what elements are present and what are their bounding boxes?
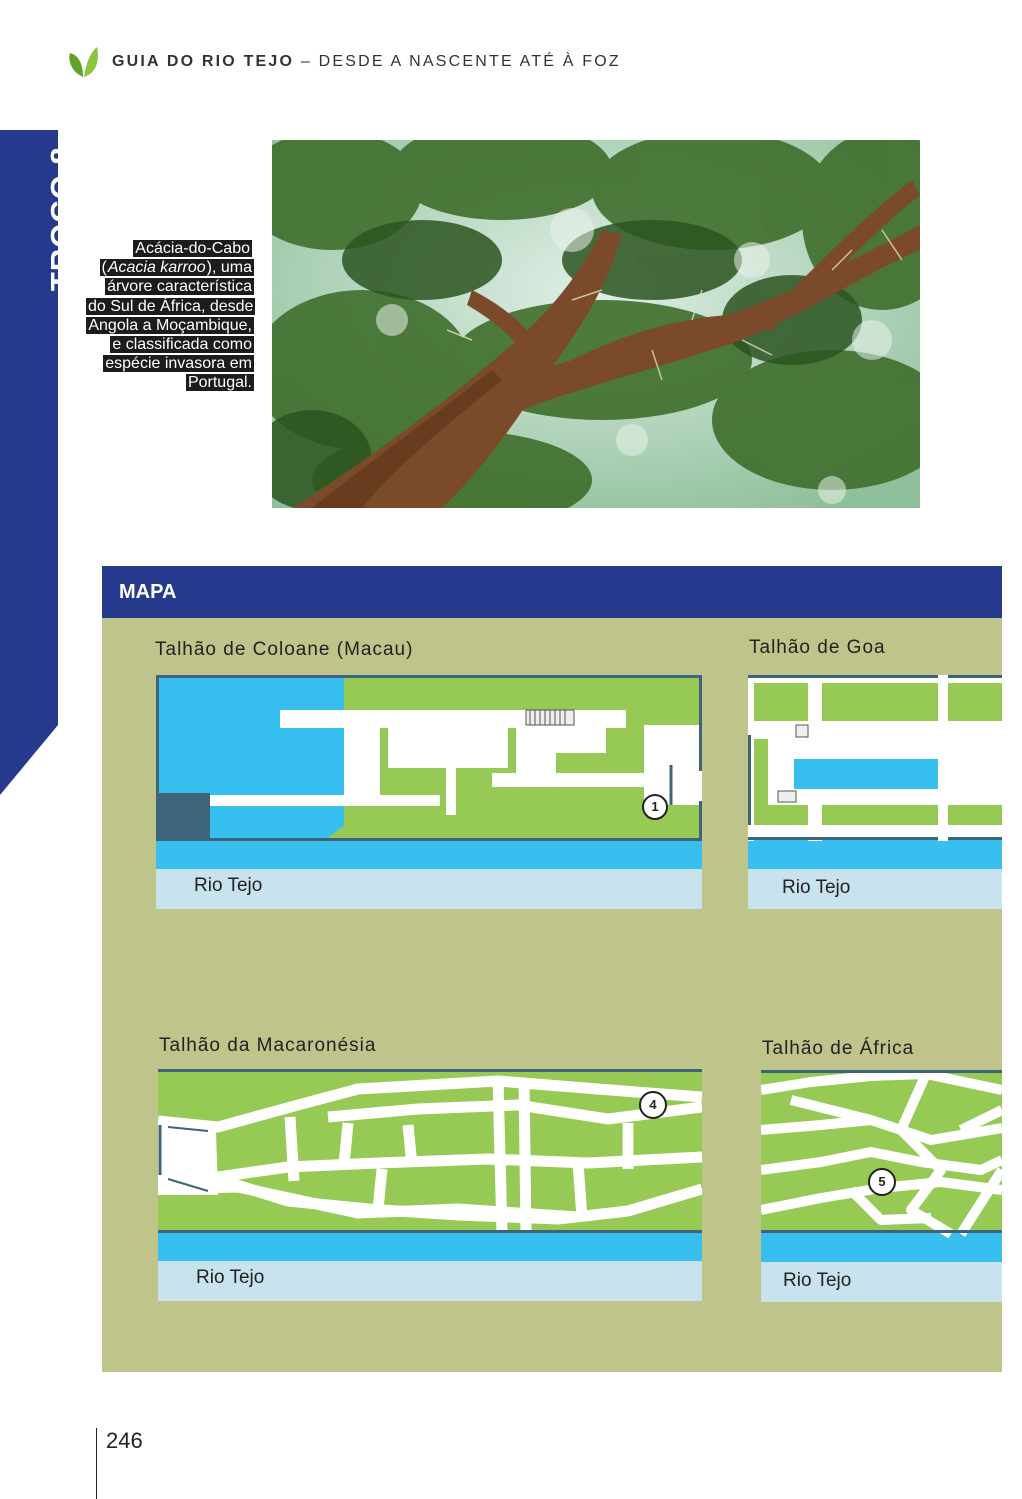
map-heading-bar (102, 566, 1002, 618)
river-label-macaronesia: Rio Tejo (196, 1267, 265, 1288)
plot-africa (761, 1070, 1002, 1302)
map-heading: MAPA (119, 581, 177, 603)
plot-coloane (156, 675, 702, 909)
plot-title-africa: Talhão de África (762, 1038, 915, 1059)
map-panel (102, 566, 1002, 1372)
river-label-goa: Rio Tejo (782, 877, 851, 898)
section-name: CORREDOR VERDE RIBEIRINHO (57, 301, 76, 580)
plot-title-coloane: Talhão de Coloane (Macau) (155, 639, 414, 660)
acacia-photo (272, 140, 920, 508)
plot-title-macaronesia: Talhão da Macaronésia (159, 1035, 377, 1056)
river-label-coloane: Rio Tejo (194, 875, 263, 896)
map-marker-5: 5 (868, 1168, 896, 1196)
page-number: 246 (106, 1428, 143, 1453)
page-header (66, 42, 621, 82)
map-marker-4: 4 (639, 1091, 667, 1119)
plot-macaronesia (158, 1069, 702, 1301)
plot-goa (748, 675, 1002, 909)
footer-rule (96, 1428, 97, 1499)
side-tab-label (44, 146, 80, 580)
header-title: GUIA DO RIO TEJO – DESDE A NASCENTE ATÉ À FOZ (112, 53, 621, 70)
river-label-africa: Rio Tejo (783, 1270, 852, 1291)
leaf-icon (66, 45, 100, 79)
plot-title-goa: Talhão de Goa (749, 637, 886, 658)
photo-caption: Acácia-do-Cabo (Acacia karroo), uma árvore característica do Sul de África, desde Angola a Moçambique, e classificada como espécie invasora em Portugal. (88, 240, 254, 392)
troco-label: TROÇO 8 (44, 146, 79, 292)
map-marker-1: 1 (642, 794, 668, 820)
